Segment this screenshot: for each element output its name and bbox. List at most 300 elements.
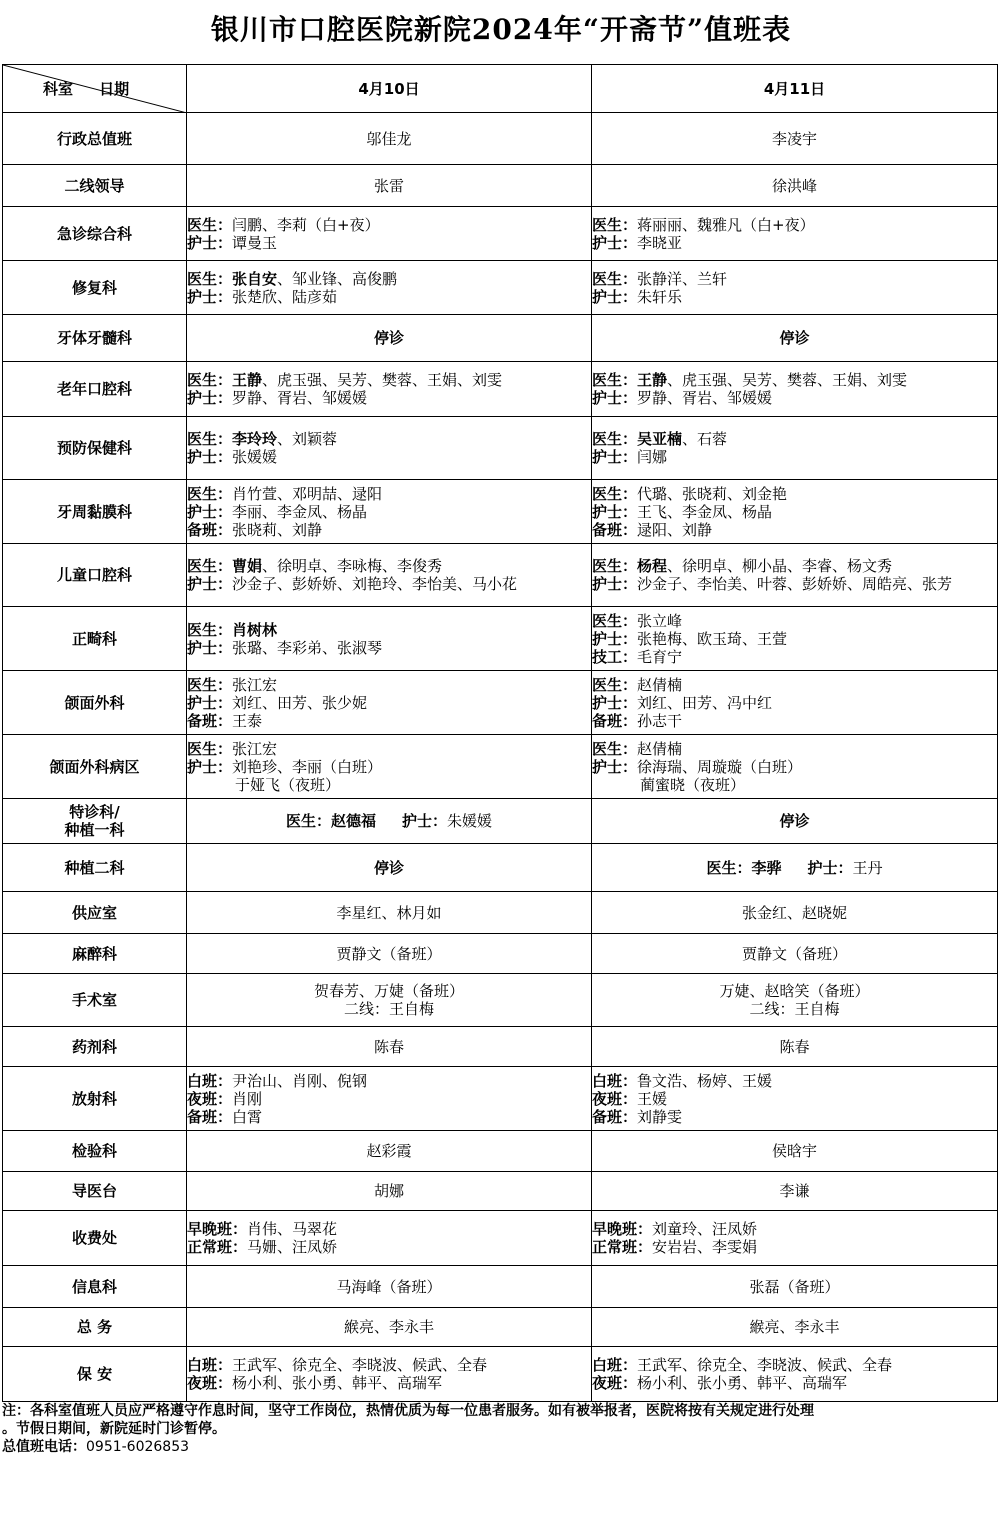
table-row [3,1172,998,1211]
dept-name [3,974,187,1027]
dept-text: 预防保健科 [56,439,132,457]
staff-names: 、虎玉强、吴芳、樊蓉、王娟、刘雯 [667,371,908,389]
cell-text: 侯晗宇 [771,1142,817,1160]
role-label: 备班： [592,520,638,539]
staff-line [187,1108,591,1126]
table-row [3,974,998,1027]
staff-names: 肖伟、马翠花 [247,1220,338,1238]
staff-line [592,1238,997,1256]
staff-names: 赵倩楠 [637,675,683,694]
page-title: 银川市口腔医院新院2024年“开斋节”值班表 [210,13,792,46]
staff-line [592,1072,997,1090]
day1-cell [187,113,592,165]
day2-cell [592,315,998,362]
staff-names: 谭曼玉 [232,233,278,252]
staff-line [592,1220,997,1238]
role-label: 护士： [187,389,233,407]
staff-names: 安岩岩、李雯娟 [652,1238,758,1256]
note-line-1: 注：各科室值班人员应严格遵守作息时间，坚守工作岗位，热情优质为每一位患者服务。如有被举报者，医院将按有关规定进行处理 [2,1403,814,1419]
cell-text: 万婕、赵晗笑（备班） [719,982,870,1000]
staff-line [592,557,997,575]
cell-text: 李凌宇 [771,129,817,148]
staff-names: 沙金子、李怡美、叶蓉、彭娇娇、周皓亮、张芳 [637,575,953,593]
role-label: 医生： [187,620,233,639]
day2-cell [592,417,998,480]
dept-name [3,934,187,974]
day1-cell [187,544,592,607]
lead-name: 张自安 [232,269,278,288]
staff-line [592,389,997,407]
day1-cell [187,165,592,207]
staff-names: 张璐、李彩弟、张淑琴 [232,638,383,657]
staff-names: 鲁文浩、杨婷、王媛 [637,1071,773,1090]
table-row [3,844,998,892]
staff-names: 张楚欣、陆彦茹 [232,287,338,306]
dept-text: 行政总值班 [56,129,132,148]
cell-text: 张磊（备班） [749,1277,840,1296]
table-row [3,799,998,844]
lead-name: 吴亚楠 [637,430,683,448]
dept-text: 急诊综合科 [56,224,132,243]
staff-line [592,234,997,252]
hotline [2,1438,997,1456]
role-label: 备班： [592,1107,638,1126]
role-label: 备班： [187,520,233,539]
staff-line [592,1090,997,1108]
dept-name [3,1211,187,1266]
duty-schedule-table [2,64,998,1402]
staff-line [187,712,591,730]
cell-text: 张金红、赵晓妮 [741,903,847,922]
table-row [3,892,998,934]
staff-names: 张静洋、兰轩 [637,269,728,288]
day1-cell [187,1211,592,1266]
day2-cell [592,1347,998,1402]
role-label: 白班： [592,1071,638,1090]
cell-text: 李谦 [779,1182,810,1200]
day1-cell [187,934,592,974]
day1-cell [187,480,592,544]
staff-line [592,575,997,593]
staff-line [187,1238,591,1256]
cell-text: 停诊 [779,812,810,830]
role-label: 护士： [187,287,233,306]
staff-line [187,776,591,794]
day1-cell [187,315,592,362]
staff-names: 刘童玲、汪凤娇 [652,1220,758,1238]
staff-names: 李丽、李金凤、杨晶 [232,502,368,521]
staff-line [592,1374,997,1392]
table-row [3,207,998,261]
dept-text: 颌面外科病区 [49,757,140,776]
staff-line [187,740,591,758]
table-row [3,165,998,207]
staff-line [592,758,997,776]
table-row [3,1266,998,1308]
role-label: 医生： [592,215,638,234]
staff-names: 、石蓉 [682,430,728,448]
staff-line [187,621,591,639]
table-row [3,480,998,544]
role-label: 医生： [592,739,638,758]
dept-name [3,799,187,844]
staff-names: 刘红、田芳、张少妮 [232,693,368,712]
dept-text: 儿童口腔科 [56,566,132,584]
staff-names: 王飞、李金凤、杨晶 [637,502,773,521]
hotline-label: 总值班电话： [2,1439,86,1455]
staff-line [187,485,591,503]
table-row [3,671,998,735]
role-label: 护士： [592,629,638,648]
staff-line [592,503,997,521]
staff-line [592,288,997,306]
staff-names: 王武军、徐克全、李晓波、候武、全春 [232,1356,488,1374]
day2-cell [592,362,998,417]
role-label: 医生： [592,675,638,694]
role-label: 医生： [187,430,233,448]
dept-name [3,544,187,607]
dept-text: 修复科 [71,278,117,297]
role-label: 医生： [187,675,233,694]
role-label: 夜班： [187,1089,233,1108]
day2-cell [592,892,998,934]
day2-cell [592,1172,998,1211]
staff-line [592,1108,997,1126]
staff-line [592,216,997,234]
staff-names: 王媛 [637,1089,668,1108]
table-row [3,113,998,165]
table-row [3,1347,998,1402]
staff-names: 张艳梅、欧玉琦、王萱 [637,629,788,648]
role-label: 护士： [187,757,233,776]
staff-line [592,371,997,389]
staff-line [592,740,997,758]
nurse-label: 护士： [807,858,853,877]
role-label: 夜班： [592,1374,638,1392]
doctor-label: 医生： [285,812,331,830]
cell-text: 贾静文（备班） [336,944,442,963]
day2-cell [592,480,998,544]
staff-names: 逯阳、刘静 [637,520,713,539]
dept-text: 信息科 [71,1277,117,1296]
day2-cell [592,735,998,799]
day2-cell [592,1308,998,1347]
day1-cell [187,1347,592,1402]
staff-names: 、虎玉强、吴芳、樊蓉、王娟、刘雯 [262,371,503,389]
staff-line [187,234,591,252]
staff-names: 刘静雯 [637,1107,683,1126]
day2-cell [592,1131,998,1172]
day1-cell [187,1027,592,1067]
role-label: 护士： [592,757,638,776]
staff-line [187,1072,591,1090]
day2-cell [592,799,998,844]
dept-name [3,892,187,934]
role-label: 医生： [592,430,638,448]
table-row [3,544,998,607]
staff-line [187,270,591,288]
day2-cell [592,1067,998,1131]
lead-name: 李玲玲 [232,430,278,448]
staff-line [592,648,997,666]
staff-names: 孙志干 [637,711,683,730]
role-label: 正常班： [592,1238,653,1256]
cell-text: 二线：王自梅 [343,1000,434,1018]
staff-line [187,288,591,306]
staff-names: 、徐明卓、柳小晶、李睿、杨文秀 [667,557,893,575]
role-label: 医生： [187,215,233,234]
day1-cell [187,362,592,417]
role-label: 护士： [187,502,233,521]
day2-cell [592,165,998,207]
table-row [3,417,998,480]
corner-label: 科室 日期 [43,80,130,98]
dept-text: 老年口腔科 [56,380,132,398]
role-label: 技工： [592,647,638,666]
staff-names: 肖刚 [232,1089,263,1108]
cell-text: 停诊 [373,329,404,347]
table-row [3,1131,998,1172]
staff-names: 张晓莉、刘静 [232,520,323,539]
dept-text: 放射科 [71,1089,117,1108]
role-label: 医生： [187,557,233,575]
role-label: 医生： [187,484,233,503]
lead-name: 曹娟 [232,557,263,575]
day2-cell [592,113,998,165]
day2-cell [592,607,998,671]
day1-cell [187,417,592,480]
date-header-2: 4月11日 [592,65,998,113]
table-row [3,934,998,974]
cell-text: 陈春 [373,1037,404,1056]
table-row [3,362,998,417]
hotline-number: 0951-6026853 [86,1439,190,1455]
cell-text: 停诊 [373,858,404,877]
day2-cell [592,207,998,261]
role-label: 医生： [592,371,638,389]
role-label: 护士： [592,389,638,407]
role-label: 备班： [592,711,638,730]
nurse-label: 护士： [402,812,448,830]
role-label: 护士： [187,638,233,657]
role-label: 白班： [187,1356,233,1374]
cell-text: 马海峰（备班） [336,1277,442,1296]
staff-names: 毛育宁 [637,647,683,666]
role-label: 护士： [592,575,638,593]
day2-cell [592,1266,998,1308]
table-row [3,1027,998,1067]
staff-names: 刘艳珍、李丽（白班） [232,757,383,776]
dept-text: 种植一科 [64,821,125,839]
dept-name [3,165,187,207]
staff-names: 于娅飞（夜班） [235,775,341,794]
day1-cell [187,671,592,735]
dept-name [3,1027,187,1067]
role-label: 医生： [187,371,233,389]
day1-cell [187,1266,592,1308]
dept-text: 颌面外科 [64,693,125,712]
table-header-row [3,65,998,113]
cell-text: 陈春 [779,1037,810,1056]
cell-text: 緱亮、李永丰 [749,1318,840,1336]
dept-name [3,1067,187,1131]
staff-names: 赵倩楠 [637,739,683,758]
day1-cell [187,799,592,844]
note-line-2: 。节假日期间，新院延时门诊暂停。 [2,1421,226,1437]
staff-names: 张江宏 [232,739,278,758]
role-label: 护士： [187,233,233,252]
staff-names: 白霄 [232,1107,263,1126]
staff-line [592,630,997,648]
dept-text: 收费处 [71,1229,117,1247]
staff-line [187,1374,591,1392]
staff-line [187,503,591,521]
staff-line [592,612,997,630]
cell-text: 二线：王自梅 [749,1000,840,1018]
cell-text: 张雷 [373,176,404,195]
role-label: 护士： [592,502,638,521]
role-label: 医生： [592,269,638,288]
dept-name [3,607,187,671]
doctor-name: 李骅 [751,858,782,877]
dept-name [3,1172,187,1211]
role-label: 护士： [592,448,638,466]
dept-text: 供应室 [71,903,117,922]
staff-line [187,575,591,593]
dept-text: 种植二科 [64,858,125,877]
dept-text: 药剂科 [71,1037,117,1056]
staff-names: 王武军、徐克全、李晓波、候武、全春 [637,1356,893,1374]
staff-line [187,1090,591,1108]
dept-text: 牙周黏膜科 [56,502,132,521]
staff-names: 代璐、张晓莉、刘金艳 [637,484,788,503]
dept-text: 二线领导 [64,176,125,195]
cell-text: 李星红、林月如 [336,903,442,922]
staff-line [592,485,997,503]
staff-names: 徐海瑞、周璇璇（白班） [637,757,803,776]
role-label: 医生： [187,739,233,758]
footer-notes [2,1402,997,1456]
dept-text: 总 务 [76,1318,113,1336]
day2-cell [592,544,998,607]
table-row [3,1308,998,1347]
staff-line [592,1356,997,1374]
dept-name [3,1347,187,1402]
dept-name [3,480,187,544]
day1-cell [187,974,592,1027]
cell-text: 停诊 [779,329,810,347]
staff-names: 尹治山、肖刚、倪钢 [232,1071,368,1090]
dept-text: 手术室 [71,991,117,1009]
role-label: 早晚班： [187,1220,248,1238]
staff-names: 沙金子、彭娇娇、刘艳玲、李怡美、马小花 [232,575,518,593]
date-header-1: 4月10日 [187,65,592,113]
table-row [3,1211,998,1266]
staff-line [592,676,997,694]
dept-text: 正畸科 [71,629,117,648]
staff-line [187,676,591,694]
staff-names: 王泰 [232,711,263,730]
day1-cell [187,844,592,892]
table-row [3,735,998,799]
staff-names: 闫娜 [637,448,668,466]
day2-cell [592,261,998,315]
staff-names: 李晓亚 [637,233,683,252]
dept-text: 导医台 [71,1182,117,1200]
staff-names: 张立峰 [637,611,683,630]
role-label: 护士： [592,233,638,252]
table-row [3,315,998,362]
staff-names: 张媛媛 [232,448,278,466]
role-label: 护士： [187,448,233,466]
cell-text: 徐洪峰 [771,176,817,195]
role-label: 医生： [592,611,638,630]
day1-cell [187,1172,592,1211]
dept-name [3,1308,187,1347]
dept-text: 检验科 [71,1142,117,1160]
role-label: 正常班： [187,1238,248,1256]
dept-name [3,671,187,735]
role-label: 早晚班： [592,1220,653,1238]
role-label: 备班： [187,711,233,730]
staff-line [187,371,591,389]
table-row [3,607,998,671]
role-label: 护士： [187,693,233,712]
staff-line [187,521,591,539]
dept-text: 保 安 [76,1365,113,1383]
staff-line [187,216,591,234]
table-row [3,1067,998,1131]
role-label: 夜班： [187,1374,233,1392]
staff-line [187,557,591,575]
day2-cell [592,974,998,1027]
day2-cell [592,934,998,974]
staff-line [187,448,591,466]
day2-cell [592,844,998,892]
dept-name [3,261,187,315]
staff-names: 蔺蜜晓（夜班） [640,775,746,794]
nurse-name: 王丹 [852,858,883,877]
role-label: 医生： [187,269,233,288]
day2-cell [592,1027,998,1067]
dept-name [3,1266,187,1308]
staff-line [592,448,997,466]
day1-cell [187,261,592,315]
staff-line [592,430,997,448]
staff-names: 肖竹萱、邓明喆、逯阳 [232,484,383,503]
staff-line [592,521,997,539]
cell-text: 緱亮、李永丰 [343,1318,434,1336]
staff-names: 刘红、田芳、冯中红 [637,693,773,712]
corner-header [3,65,187,113]
day1-cell [187,1067,592,1131]
cell-text: 贺春芳、万婕（备班） [313,982,464,1000]
staff-line [592,270,997,288]
staff-names: 杨小利、张小勇、韩平、高瑞军 [637,1374,848,1392]
lead-name: 王静 [637,371,668,389]
doctor-name: 赵德福 [330,812,376,830]
role-label: 白班： [187,1071,233,1090]
cell-text: 赵彩霞 [366,1142,412,1160]
nurse-name: 朱媛媛 [447,812,493,830]
dept-name [3,113,187,165]
staff-line [187,389,591,407]
role-label: 护士： [592,693,638,712]
dept-text: 特诊科/ [69,803,120,821]
day2-cell [592,1211,998,1266]
staff-names: 蒋丽丽、魏雅凡（白+夜） [637,215,815,234]
staff-line [187,1356,591,1374]
